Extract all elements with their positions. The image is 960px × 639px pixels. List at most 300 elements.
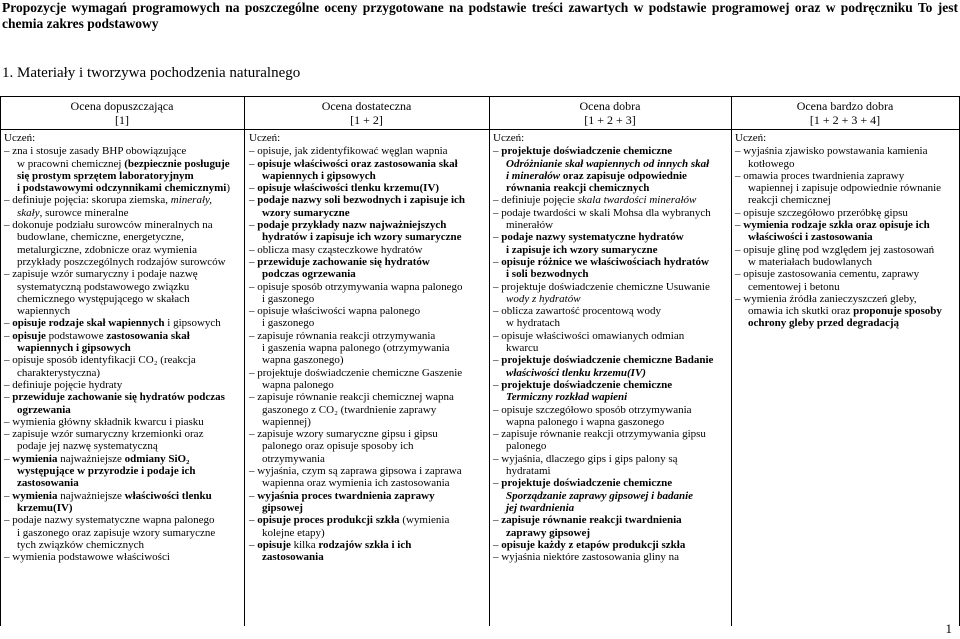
text-segment: – [249,194,258,207]
column-header-dobra [489,99,731,127]
text-segment: równania reakcji chemicznych [506,182,650,195]
requirement-line [493,404,729,416]
text-segment: podaje jej nazwę systematyczną [17,440,158,453]
requirement-line [4,354,242,366]
text-segment: oraz zapisuje odpowiednie [560,169,687,182]
text-segment: wapiennych i gipsowych [17,342,131,355]
requirement-line [493,539,729,551]
text-segment: – wyjaśnia niektóre zastosowania gliny na [493,551,680,564]
table-header-border [0,129,960,130]
text-segment: w pracowni chemicznej [17,157,125,170]
text-segment: – opisuje zastosowania cementu, zaprawy [735,268,920,281]
requirement-line [249,281,487,293]
requirement-line [493,465,729,477]
text-segment: minerały, [170,194,213,207]
text-segment: – zapisuje wzór sumaryczny krzemionki oraz [4,428,204,441]
text-segment: wzory sumaryczne [262,206,350,219]
requirement-line [493,182,729,194]
text-segment: – definiuje pojęcie [493,194,578,207]
text-segment: i gaszonego [262,292,315,305]
requirement-line [493,502,729,514]
text-segment: – [249,255,258,268]
requirement-line [735,145,957,157]
text-segment: i podstawowymi odczynnikami chemicznymi [17,182,227,195]
text-segment: – [493,145,502,158]
requirement-line [493,145,729,157]
text-segment: wapiennej i zapisuje odpowiednie równanie [748,182,942,195]
text-segment: – zapisuje wzór sumaryczny i podaje nazwę [4,268,198,281]
text-segment: , surowce mineralne [39,206,129,219]
requirement-line [4,219,242,231]
text-segment: proponuje sposoby [853,305,942,318]
text-segment: – podaje twardości w skali Mohsa dla wybranych [493,206,711,219]
text-segment: – wyjaśnia, dlaczego gips i gips palony są [493,452,678,465]
text-segment: podstawowe [45,329,107,342]
requirement-line [493,293,729,305]
text-segment: skala twardości minerałów [577,194,697,207]
requirement-line [4,502,242,514]
requirement-line [4,145,242,157]
text-segment: zapisuje równanie reakcji twardnienia [501,514,682,527]
requirement-line [493,256,729,268]
requirement-line [493,428,729,440]
requirement-line [249,342,487,354]
text-segment: – [493,378,502,391]
requirement-line [4,514,242,526]
text-segment: Termiczny rozkład wapieni [506,391,628,404]
text-segment: opisuje każdy z etapów produkcji szkła [501,538,686,551]
student-label: Uczeń: [735,132,767,144]
text-segment: hydratów i zapisuje ich wzory sumaryczne [262,231,462,244]
text-segment: – [493,477,502,490]
text-segment: gaszonego z CO₂ (twardnienie zaprawy [262,403,437,416]
requirement-line [249,539,487,551]
requirement-line [4,477,242,489]
text-segment: zaprawy gipsowej [506,526,591,539]
text-segment: w materiałach budowlanych [748,255,873,268]
page-number: 1 [945,621,952,636]
requirement-line [249,465,487,477]
requirement-line [735,207,957,219]
text-segment: wapna palonego [262,378,334,391]
requirement-line [249,514,487,526]
requirement-line [249,158,487,170]
text-segment: w hydratach [506,317,561,330]
text-segment: chemicznego występującego w skałach [17,292,190,305]
text-segment: projektuje doświadczenie chemiczne [501,145,673,158]
text-segment: wapiennych [17,305,71,318]
text-segment: – opisuje sposób identyfikacji CO₂ (reakcja [4,354,196,367]
text-segment: wymienia rodzaje szkła oraz opisuje ich [743,219,930,232]
text-segment: tych związków chemicznych [17,538,145,551]
text-segment: – [4,391,13,404]
text-segment: i zapisuje ich wzory sumaryczne [506,243,658,256]
text-segment: palonego oraz opisuje sposoby ich [262,440,414,453]
requirement-line [493,317,729,329]
requirement-line [4,305,242,317]
text-segment: rodzajów szkła i ich [318,538,412,551]
section-title: 1. Materiały i tworzywa pochodzenia naturalnego [2,65,301,81]
requirement-line [493,551,729,563]
requirement-line [493,453,729,465]
text-segment: – [493,231,502,244]
requirement-line [249,551,487,563]
requirement-line [493,244,729,256]
requirement-line [4,207,242,219]
text-segment: – oblicza masy cząsteczkowe hydratów [249,243,423,256]
text-segment: kolejne etapy) [262,526,325,539]
text-segment: opisuje właściwości oraz zastosowania skał [257,157,458,170]
requirement-line [249,317,487,329]
text-segment: – [249,489,258,502]
text-segment: – oblicza zawartość procentową wody [493,305,661,318]
requirement-line [249,477,487,489]
text-segment: się prostym sprzętem laboratoryjnym [17,169,194,182]
column-header-dopuszczajaca [0,99,244,127]
requirement-line [493,477,729,489]
requirement-line [4,231,242,243]
text-segment: omawia ich skutki oraz [748,305,854,318]
text-segment: skały [17,206,40,219]
text-segment: systematyczną podstawowego związku [17,280,190,293]
text-segment: projektuje doświadczenie chemiczne [501,378,673,391]
text-segment: – [249,514,258,527]
text-segment: – opisuje właściwości omawianych odmian [493,329,685,342]
text-segment: – [249,157,258,170]
requirement-line [493,219,729,231]
column-grade-range: [1 + 2 + 3 + 4] [809,113,881,127]
requirement-line [249,219,487,231]
text-segment: – [249,182,258,195]
requirement-line [735,170,957,182]
text-segment: zastosowania [17,477,79,490]
text-segment: podaje nazwy soli bezwodnych i zapisuje ich [257,194,466,207]
text-segment: opisuje proces produkcji szkła [257,514,400,527]
requirement-line [249,268,487,280]
text-segment: i gaszenia wapna palonego (otrzymywania [262,342,450,355]
text-segment: Odróżnianie skał wapiennych od innych skał [506,157,710,170]
requirement-line [249,231,487,243]
requirement-line [493,305,729,317]
text-segment: wapiennych i gipsowych [262,169,376,182]
requirement-line [249,194,487,206]
text-segment: – zapisuje równanie reakcji otrzymywania gipsu [493,428,706,441]
text-segment: wymienia [12,489,58,502]
text-segment: najważniejsze [57,452,125,465]
requirements-column-dobra [493,132,729,563]
text-segment: – [735,219,744,232]
text-segment: wymienia [12,452,58,465]
requirement-line [4,527,242,539]
text-segment: – [4,489,13,502]
text-segment: podaje przykłady nazw najważniejszych [257,219,447,232]
text-segment: wapna gaszonego) [262,354,344,367]
text-segment: Sporządzanie zaprawy gipsowej i badanie [506,489,694,502]
text-segment: kwarcu [506,342,539,355]
text-segment: – zapisuje wzory sumaryczne gipsu i gipsu [249,428,438,441]
requirement-line [249,440,487,452]
requirement-line [249,428,487,440]
text-segment: zastosowania [262,551,324,564]
requirement-line [493,391,729,403]
student-label: Uczeń: [493,132,525,144]
text-segment: opisuje różnice we właściwościach hydratów [501,255,710,268]
text-segment: – definiuje pojęcia: skorupa ziemska, [4,194,171,207]
requirement-line [249,145,487,157]
text-segment: przykłady poszczególnych rodzajów surowców [17,255,226,268]
text-segment: – podaje nazwy systematyczne wapna palonego [4,514,215,527]
requirement-line [4,379,242,391]
requirement-line [493,330,729,342]
requirement-line [249,391,487,403]
text-segment: ogrzewania [17,403,71,416]
requirement-line [735,281,957,293]
text-segment: – [4,317,13,330]
requirement-line [249,379,487,391]
text-segment: wyjaśnia proces twardnienia zaprawy [257,489,435,502]
text-segment: – [493,255,502,268]
requirement-line [4,416,242,428]
text-segment: hydratami [506,465,551,478]
requirement-line [493,416,729,428]
text-segment: opisuje właściwości tlenku krzemu(IV) [257,182,440,195]
text-segment: projektuje doświadczenie chemiczne Badanie [501,354,714,367]
column-divider [244,96,245,626]
text-segment: wody z hydratów [506,292,581,305]
requirement-line [249,502,487,514]
text-segment: budowlane, chemiczne, energetyczne, [17,231,184,244]
requirement-line [249,416,487,428]
requirement-line [493,440,729,452]
text-segment: i gaszonego [262,317,315,330]
text-segment: – opisuje, jak zidentyfikować węglan wapnia [249,145,448,158]
table-top-border [0,96,960,97]
text-segment: metalurgiczne, zdobnicze oraz wymienia [17,243,197,256]
column-heading: Ocena dostateczna [321,99,412,113]
requirement-line [735,219,957,231]
requirement-line [735,305,957,317]
requirement-line [249,256,487,268]
requirement-line [249,354,487,366]
text-segment: – wymienia podstawowe właściwości [4,551,170,564]
requirement-line [4,428,242,440]
requirement-line [735,293,957,305]
requirement-line [493,354,729,366]
text-segment: opisuje [257,538,291,551]
text-segment: cementowej i betonu [748,280,840,293]
text-segment: palonego [506,440,547,453]
text-segment: minerałów [506,219,554,232]
requirement-line [493,268,729,280]
column-divider [731,96,732,626]
requirement-line [493,207,729,219]
requirement-line [4,194,242,206]
text-segment: – [493,514,502,527]
document-title: Propozycje wymagań programowych na poszczególne oceny przygotowane na podstawie treści zawartych w podstawie programowej oraz w podręczniku To jest chemia zakres podstawowy [2,0,958,31]
text-segment: – projektuje doświadczenie chemiczne Gaszenie [249,366,463,379]
text-segment: otrzymywania [262,452,325,465]
text-segment: wapna palonego i wapna gaszonego [506,415,665,428]
requirement-line [735,244,957,256]
requirement-line [4,465,242,477]
text-segment: (bezpiecznie posługuje [124,157,230,170]
text-segment: – definiuje pojęcie hydraty [4,378,123,391]
text-segment: – [493,538,502,551]
requirement-line [4,551,242,563]
text-segment: właściwości tlenku [124,489,212,502]
column-heading: Ocena dopuszczająca [70,99,174,113]
requirements-column-bardzo-dobra [735,132,957,330]
requirement-line [249,207,487,219]
requirement-line [735,256,957,268]
student-label: Uczeń: [249,132,281,144]
requirements-column-dostateczna [249,132,487,563]
text-segment: – [249,538,258,551]
column-divider [489,96,490,626]
requirement-line [4,256,242,268]
text-segment: jej twardnienia [506,501,575,514]
text-segment: podczas ogrzewania [262,268,356,281]
text-segment: projektuje doświadczenie chemiczne [501,477,673,490]
text-segment: – zna i stosuje zasady BHP obowiązujące [4,145,187,158]
text-segment: opisuje rodzaje skał wapiennych [12,317,165,330]
requirement-line [735,231,957,243]
requirement-line [4,170,242,182]
column-heading: Ocena dobra [579,99,641,113]
text-segment: – wyjaśnia zjawisko powstawania kamienia [735,145,928,158]
requirement-line [4,453,242,465]
requirement-line [4,317,242,329]
requirement-line [249,527,487,539]
text-segment: kilka [290,538,319,551]
requirement-line [735,317,957,329]
text-segment: – omawia proces twardnienia zaprawy [735,169,905,182]
requirement-line [493,527,729,539]
requirement-line [493,379,729,391]
text-segment: najważniejsze [57,489,125,502]
text-segment: i gaszonego oraz zapisuje wzory sumaryczne [17,526,216,539]
text-segment: – zapisuje równania reakcji otrzymywania [249,329,436,342]
requirement-line [249,244,487,256]
column-grade-range: [1] [115,113,129,127]
text-segment: – opisuje właściwości wapna palonego [249,305,421,318]
text-segment: – opisuje szczegółowo przeróbkę gipsu [735,206,908,219]
requirement-line [493,342,729,354]
requirement-line [4,268,242,280]
text-segment: kotłowego [748,157,795,170]
requirement-line [735,182,957,194]
text-segment: właściwości i zastosowania [748,231,873,244]
requirement-line [4,490,242,502]
requirement-line [493,490,729,502]
requirement-line [4,182,242,194]
text-segment: wapienna oraz wymienia ich zastosowania [262,477,450,490]
text-segment: i gipsowych [164,317,221,330]
text-segment: opisuje [12,329,46,342]
requirement-line [493,367,729,379]
requirement-line [249,490,487,502]
requirement-line [249,182,487,194]
column-header-dostateczna [244,99,489,127]
table-left-border [0,96,1,626]
requirement-line [249,330,487,342]
student-label: Uczeń: [4,132,36,144]
requirement-line [4,539,242,551]
requirement-line [493,281,729,293]
text-segment: reakcji chemicznej [748,194,831,207]
text-segment: – zapisuje równanie reakcji chemicznej wapna [249,391,454,404]
requirement-line [249,404,487,416]
requirement-line [4,330,242,342]
requirement-line [4,293,242,305]
requirement-line [4,281,242,293]
column-heading: Ocena bardzo dobra [796,99,894,113]
requirements-column-dopuszczajaca [4,132,242,563]
text-segment: ochrony gleby przed degradacją [748,317,900,330]
requirement-line [735,268,957,280]
text-segment: przewiduje zachowanie się hydratów [257,255,430,268]
text-segment: – wyjaśnia, czym są zaprawa gipsowa i zaprawa [249,465,462,478]
requirement-line [493,194,729,206]
requirement-line [249,367,487,379]
requirement-line [4,367,242,379]
requirement-line [4,244,242,256]
text-segment: wapiennej) [262,415,311,428]
text-segment: – opisuje szczegółowo sposób otrzymywania [493,403,692,416]
text-segment: przewiduje zachowanie się hydratów podczas [12,391,225,404]
requirement-line [249,170,487,182]
text-segment: – wymienia główny składnik kwarcu i piasku [4,415,204,428]
requirement-line [493,170,729,182]
text-segment: – [4,452,13,465]
requirement-line [249,293,487,305]
requirement-line [4,158,242,170]
text-segment: – opisuje glinę pod względem jej zastosowań [735,243,935,256]
text-segment: – projektuje doświadczenie chemiczne Usuwanie [493,280,710,293]
text-segment: – dokonuje podziału surowców mineralnych na [4,219,213,232]
requirement-line [735,194,957,206]
text-segment: i soli bezwodnych [506,268,589,281]
text-segment: gipsowej [262,501,303,514]
text-segment: charakterystyczna) [17,366,101,379]
requirement-line [493,514,729,526]
requirement-line [249,305,487,317]
column-grade-range: [1 + 2 + 3] [584,113,636,127]
text-segment: odmiany SiO₂ [124,452,190,465]
text-segment: – [4,329,13,342]
requirement-line [4,391,242,403]
text-segment: (wymienia [399,514,450,527]
text-segment: – wymienia źródła zanieczyszczeń gleby, [735,292,917,305]
requirements-table [0,96,960,626]
text-segment: zastosowania skał [106,329,190,342]
text-segment: ) [226,182,230,195]
requirement-line [4,342,242,354]
requirement-line [4,404,242,416]
text-segment: – opisuje sposób otrzymywania wapna palonego [249,280,463,293]
requirement-line [735,158,957,170]
column-header-bardzo-dobra [731,99,959,127]
text-segment: krzemu(IV) [17,501,73,514]
text-segment: właściwości tlenku krzemu(IV) [506,366,646,379]
text-segment: i minerałów [506,169,561,182]
requirement-line [493,231,729,243]
text-segment: – [493,354,502,367]
column-grade-range: [1 + 2] [350,113,383,127]
requirement-line [249,453,487,465]
text-segment: występujące w przyrodzie i podaje ich [17,465,196,478]
requirement-line [493,158,729,170]
